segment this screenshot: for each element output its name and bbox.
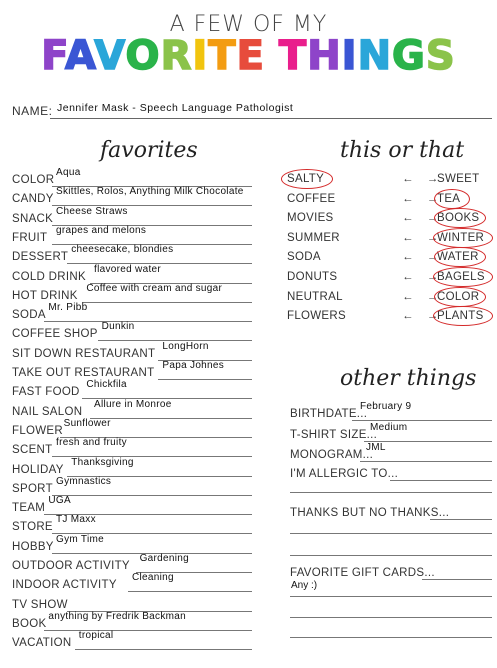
favorite-rule (158, 379, 252, 380)
favorite-value: Gardening (139, 553, 189, 564)
favorite-label: TV SHOW (12, 598, 68, 611)
favorite-value: Gym Time (56, 533, 104, 545)
favorite-label: HOT DRINK (12, 289, 78, 302)
favorite-value: tropical (78, 630, 114, 642)
monogram-label: MONOGRAM... (290, 449, 374, 461)
birthdate-rule (352, 420, 492, 421)
favorite-value: Allure in Monroe (94, 398, 172, 410)
option-b: WINTER (437, 231, 485, 244)
title-letter: I (192, 33, 209, 79)
favorite-label: FRUIT (12, 231, 48, 244)
option-b: PLANTS (437, 310, 484, 323)
favorite-value: Chickfila (86, 379, 127, 391)
favorite-rule (82, 302, 252, 303)
selection-circle (434, 189, 470, 209)
arrows-icon: ← → (402, 251, 444, 264)
name-value: Jennifer Mask - Speech Language Pathologist (57, 102, 294, 114)
tshirt-label: T-SHIRT SIZE... (290, 429, 378, 441)
thanks-blank-line-1 (290, 533, 492, 534)
favorite-label: SCENT (12, 444, 53, 457)
giftcards-blank-line-2 (290, 617, 492, 618)
favorite-label: SIT DOWN RESTAURANT (12, 347, 156, 360)
favorite-value: Coffee with cream and sugar (86, 282, 223, 294)
favorite-label: COFFEE SHOP (12, 328, 98, 341)
favorite-rule (128, 591, 252, 592)
title-letter: T (208, 33, 237, 79)
favorite-label: NAIL SALON (12, 405, 83, 418)
name-field (12, 102, 294, 118)
favorite-label: HOLIDAY (12, 463, 64, 476)
favorite-label: HOBBY (12, 540, 54, 553)
title-letter: A (65, 33, 95, 79)
arrows-icon: ← → (402, 290, 444, 303)
option-a: MOVIES (287, 212, 334, 225)
favorite-rule (44, 630, 252, 631)
favorite-label: TAKE OUT RESTAURANT (12, 367, 155, 379)
option-a: COFFEE (287, 192, 336, 205)
arrows-icon: ← → (402, 212, 444, 225)
favorite-label: INDOOR ACTIVITY (12, 579, 117, 592)
birthdate-label: BIRTHDATE... (290, 408, 368, 420)
favorite-value: Sunflower (63, 417, 111, 429)
favorite-value: Dunkin (101, 321, 135, 333)
title-letter: G (392, 33, 426, 79)
option-b: WATER (437, 251, 479, 264)
option-b: BAGELS (437, 271, 485, 283)
favorite-label: CANDY (12, 193, 54, 206)
title-letter: O (125, 33, 161, 79)
other-things-heading: other things (340, 366, 477, 391)
selection-circle (433, 306, 493, 326)
favorite-value: Skittles, Rolos, Anything Milk Chocolate (56, 186, 244, 198)
selection-circle (434, 287, 486, 307)
favorite-value: Aqua (56, 167, 81, 178)
option-b: BOOKS (437, 212, 480, 225)
favorite-value: Mr. Pibb (48, 302, 88, 314)
title-letter: N (357, 33, 393, 79)
thanks-blank-line-2 (290, 555, 492, 556)
monogram-rule (360, 461, 492, 462)
favorite-value: Cleaning (132, 572, 174, 584)
option-a: FLOWERS (287, 310, 346, 323)
favorite-rule (90, 418, 252, 419)
favorite-value: TJ Maxx (56, 514, 96, 526)
favorite-label: COLOR (12, 174, 55, 186)
giftcards-blank-line-3 (290, 637, 492, 638)
title-letter: S (425, 33, 456, 79)
arrows-icon: ← → (402, 271, 444, 283)
selection-circle (433, 267, 493, 287)
title-letter: F (41, 33, 66, 79)
title-letter: H (307, 33, 342, 79)
giftcards-value: Any :) (291, 580, 318, 591)
allergic-rule (390, 480, 492, 481)
favorite-rule (44, 321, 252, 322)
option-a: SODA (287, 251, 321, 264)
favorite-value: LongHorn (162, 340, 209, 352)
option-a: SUMMER (287, 231, 340, 244)
allergic-blank-line (290, 492, 492, 493)
favorite-label: FLOWER (12, 424, 63, 437)
option-b: TEA (437, 192, 461, 205)
favorite-label: STORE (12, 521, 53, 534)
monogram-value: JML (366, 442, 386, 453)
option-a: NEUTRAL (287, 290, 343, 303)
favorite-value: Thanksgiving (71, 456, 134, 468)
favorite-value: cheesecake, blondies (71, 244, 174, 256)
option-b: SWEET (437, 173, 480, 185)
favorite-rule (52, 495, 252, 496)
favorite-label: FAST FOOD (12, 386, 80, 399)
favorite-rule (75, 649, 252, 650)
thanks-label: THANKS BUT NO THANKS... (290, 507, 450, 519)
birthdate-value: February 9 (360, 401, 412, 412)
title-letter: E (236, 33, 265, 79)
favorite-value: UGA (48, 495, 71, 507)
favorite-value: grapes and melons (56, 224, 147, 236)
title-letter: V (94, 33, 126, 79)
favorite-value: Papa Johnes (162, 360, 225, 371)
favorite-value: flavored water (94, 263, 162, 275)
arrows-icon: ← → (402, 192, 444, 205)
favorite-label: VACATION (12, 637, 72, 650)
arrows-icon: ← → (402, 310, 444, 323)
thanks-rule (430, 519, 492, 520)
arrows-icon: ← → (402, 173, 444, 185)
favorite-label: SPORT (12, 482, 53, 495)
option-a: SALTY (287, 173, 325, 185)
favorite-label: OUTDOOR ACTIVITY (12, 560, 130, 572)
favorite-value: fresh and fruity (56, 437, 127, 449)
title-letter: T (278, 33, 308, 79)
giftcards-blank-line-1 (290, 596, 492, 597)
favorite-value: Gymnastics (56, 475, 112, 487)
favorite-label: DESSERT (12, 251, 69, 264)
selection-circle (434, 208, 486, 228)
giftcards-rule (422, 579, 492, 580)
allergic-label: I'M ALLERGIC TO... (290, 468, 399, 480)
name-label: NAME: (12, 104, 53, 118)
favorite-label: SODA (12, 309, 46, 322)
selection-circle (434, 247, 486, 267)
arrows-icon: ← → (402, 231, 444, 244)
title-favorite-things (0, 33, 497, 89)
favorite-label: COLD DRINK (12, 270, 86, 283)
option-a: DONUTS (287, 271, 338, 283)
selection-circle (281, 169, 333, 189)
favorites-heading: favorites (100, 138, 198, 163)
selection-circle (433, 228, 493, 248)
favorite-value: anything by Fredrik Backman (48, 610, 186, 622)
favorite-label: BOOK (12, 617, 47, 630)
favorite-label: TEAM (12, 502, 46, 515)
title-letter: I (341, 33, 358, 79)
giftcards-label: FAVORITE GIFT CARDS... (290, 567, 435, 579)
favorite-label: SNACK (12, 212, 54, 225)
tshirt-value: Medium (370, 422, 408, 433)
option-b: COLOR (437, 290, 480, 303)
title-line1: A FEW OF MY (169, 12, 328, 37)
this-or-that-heading: this or that (340, 138, 465, 163)
title-letter: R (160, 33, 193, 79)
name-rule (50, 118, 492, 119)
favorite-value: Cheese Straws (56, 205, 128, 217)
